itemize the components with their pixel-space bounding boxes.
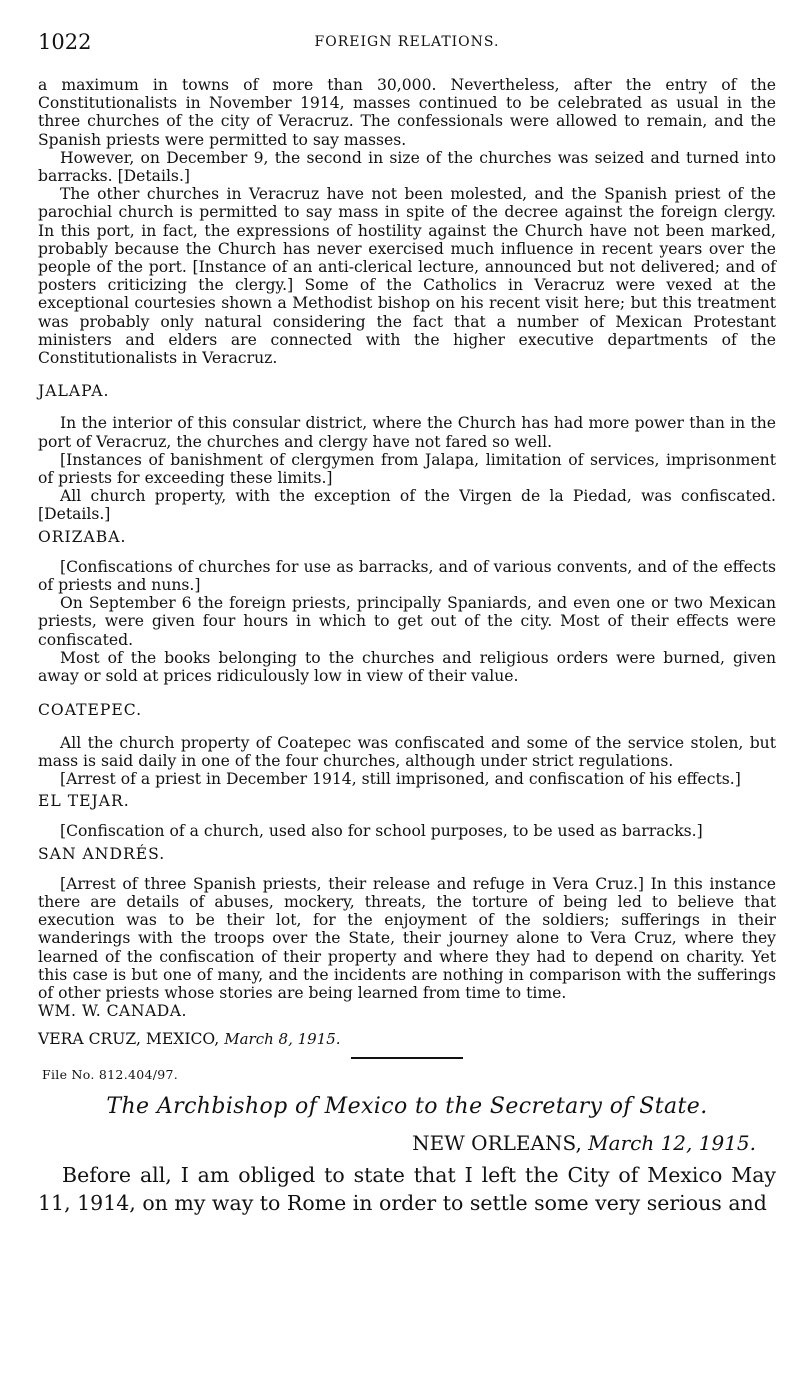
letter-dateline xyxy=(38,1131,776,1155)
section-heading-el-tejar: EL TEJAR. xyxy=(38,792,130,811)
letter-title: The Archbishop of Mexico to the Secretary of State. xyxy=(106,1093,708,1119)
body-paragraph: In the interior of this consular district, where the Church has had more power than in the port of Veracruz, the churches and clergy have not fared so well. xyxy=(38,414,776,451)
body-paragraph: All the church property of Coatepec was confiscated and some of the service stolen, but mass is said daily in one of the four churches, although under strict regulations. xyxy=(38,733,776,770)
letter-body xyxy=(38,1161,776,1217)
body-paragraph: [Arrest of a priest in December 1914, still imprisoned, and confiscation of his effects.] xyxy=(60,769,741,788)
document-page xyxy=(38,30,776,1217)
letter-paragraph: Before all, I am obliged to state that I left the City of Mexico May 11, 1914, on my way to Rome in order to settle some very serious and xyxy=(38,1162,776,1215)
page-header xyxy=(38,30,776,56)
body-paragraph: The other churches in Veracruz have not been molested, and the Spanish priest of the parochial church is permitted to say mass in spite of the decree against the foreign clergy. In this port, in fact, the expressions of hostility against the Church have not been marked, probably because the Church has never exercised much influence in recent years over the people of the port. [Instance of an anti-clerical lecture, announced but not delivered; and of posters criticizing the clergy.] Some of the Catholics in Veracruz were vexed at the exceptional courtesies shown a Methodist bishop on his recent visit here; but this treatment was probably only natural considering the fact that a number of Mexican Protestant ministers and elders are connected with the higher executive departments of the Constitutionalists in Veracruz. xyxy=(38,185,776,368)
body-paragraph: [Confiscations of churches for use as barracks, and of various convents, and of the effects of priests and nuns.] xyxy=(38,557,776,595)
section-heading-san-andres: SAN ANDRÉS. xyxy=(38,844,166,863)
file-number: File No. 812.404/97. xyxy=(42,1066,179,1082)
signature: WM. W. CANADA. xyxy=(38,1002,187,1021)
body-paragraph: However, on December 9, the second in size of the churches was seized and turned into barracks. [Details.] xyxy=(38,148,776,186)
body-paragraph: [Confiscation of a church, used also for school purposes, to be used as barracks.] xyxy=(60,822,703,841)
body-paragraph: On September 6 the foreign priests, principally Spaniards, and even one or two Mexican priests, were given four hours in which to get out of the city. Most of their effects were confiscated. xyxy=(38,594,776,649)
consular-report xyxy=(38,56,776,1049)
dateline xyxy=(38,1030,776,1048)
section-heading-orizaba: ORIZABA. xyxy=(38,527,127,546)
dateline-date: March 8, 1915. xyxy=(224,1030,341,1049)
body-paragraph: a maximum in towns of more than 30,000. Nevertheless, after the entry of the Constitutionalists in November 1914, masses continued to be celebrated as usual in the three churches of the city of Veracruz. The confessionals were allowed to remain, and the Spanish priests were permitted to say masses. xyxy=(38,76,776,149)
page-number: 1022 xyxy=(38,30,92,54)
running-head: FOREIGN RELATIONS. xyxy=(314,34,500,50)
section-divider xyxy=(351,1057,463,1059)
body-paragraph: All church property, with the exception of the Virgen de la Piedad, was confiscated. [Details.] xyxy=(38,487,776,524)
section-heading-jalapa: JALAPA. xyxy=(38,382,110,401)
dateline-place: VERA CRUZ, MEXICO, xyxy=(38,1030,220,1049)
body-paragraph: Most of the books belonging to the churches and religious orders were burned, given away or sold at prices ridiculously low in view of their value. xyxy=(38,648,776,686)
body-paragraph: [Arrest of three Spanish priests, their release and refuge in Vera Cruz.] In this instance there are details of abuses, mockery, threats, the torture of being led to believe that execution was to be their lot, for the enjoyment of the soldiers; sufferings in their wanderings with the troops over the State, their journey alone to Vera Cruz, where they learned of the confiscation of their property and where they had to depend on charity. Yet this case is but one of many, and the incidents are nothing in comparison with the sufferings of other priests whose stories are being learned from time to time. xyxy=(38,874,776,1002)
body-paragraph: [Instances of banishment of clergymen from Jalapa, limitation of services, imprisonment of priests for exceeding these limits.] xyxy=(38,450,776,488)
letter-date: March 12, 1915. xyxy=(588,1130,756,1155)
section-heading-coatepec: COATEPEC. xyxy=(38,701,143,720)
letter-place: NEW ORLEANS, xyxy=(412,1130,582,1155)
